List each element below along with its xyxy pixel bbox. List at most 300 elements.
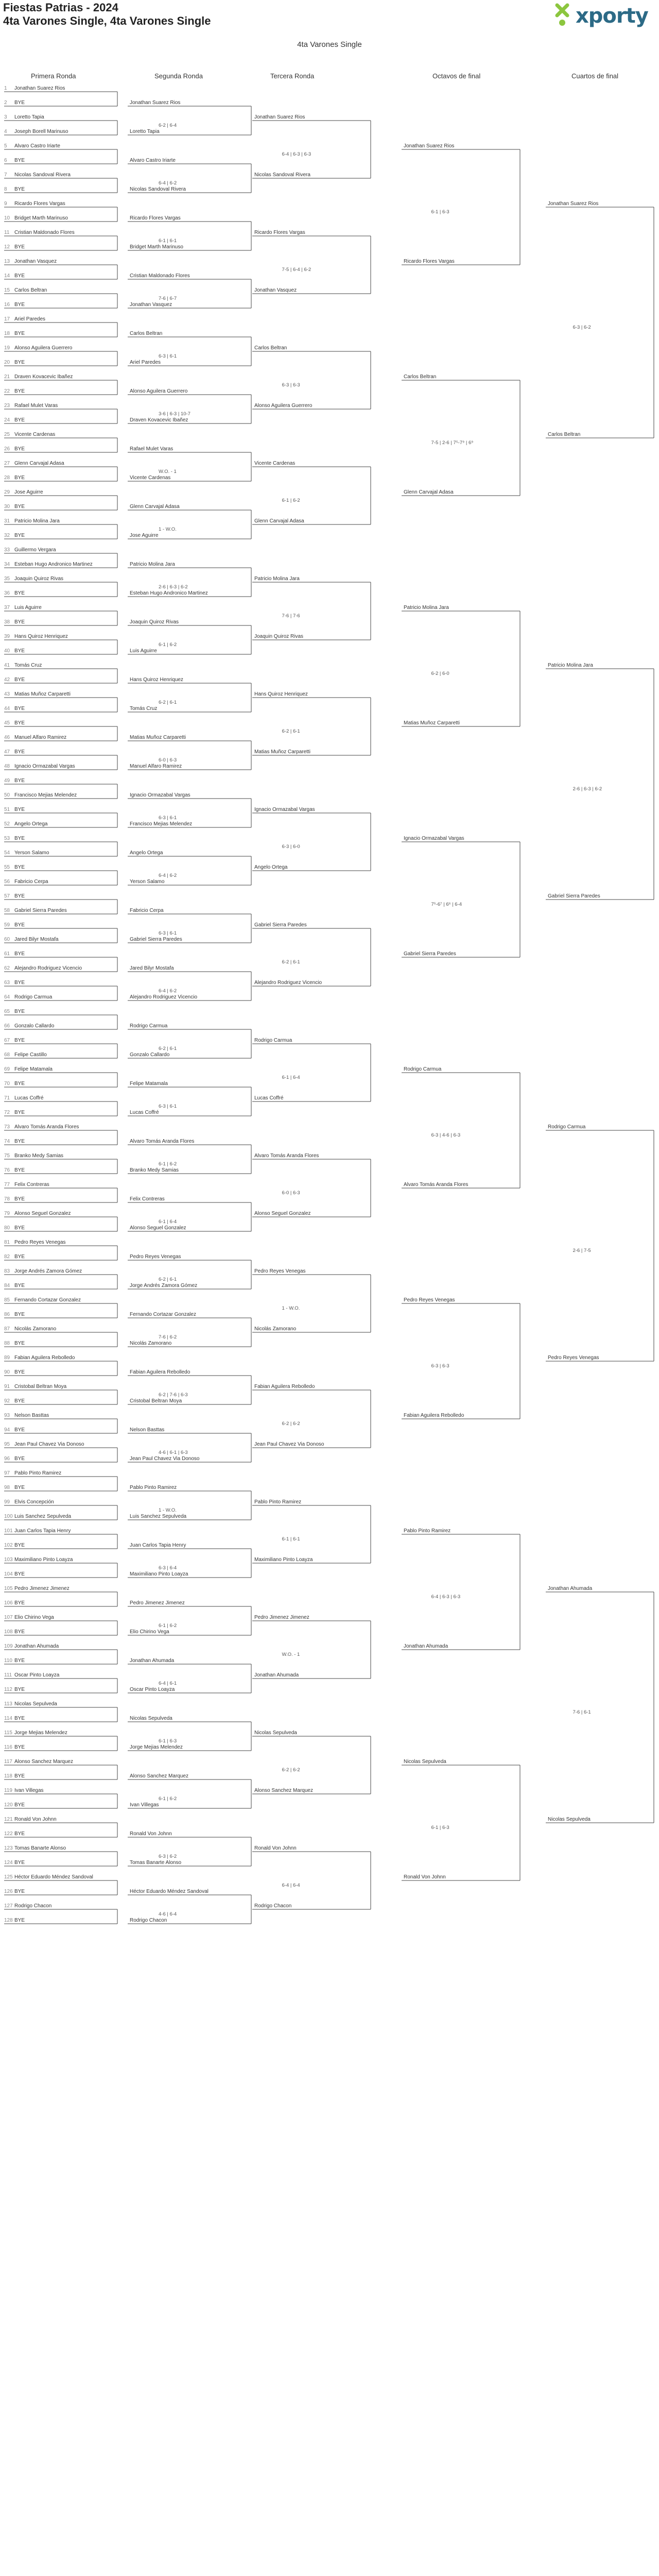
seed-number: 67: [4, 1038, 10, 1043]
first-round-player[interactable]: BYE: [14, 187, 25, 192]
first-round-player[interactable]: Gabriel Sierra Paredes: [14, 908, 67, 913]
first-round-player[interactable]: BYE: [14, 648, 25, 654]
second-round-player[interactable]: Luis Aguirre: [130, 648, 157, 654]
first-round-player[interactable]: BYE: [14, 331, 25, 336]
octavos-player[interactable]: Jonathan Ahumada: [404, 1643, 448, 1649]
cuartos-player[interactable]: Jonathan Suarez Rios: [548, 201, 599, 207]
second-round-player[interactable]: Alvaro Tomás Aranda Flores: [130, 1139, 195, 1144]
first-round-player[interactable]: BYE: [14, 1341, 25, 1346]
second-round-player[interactable]: Vicente Cardenas: [130, 475, 171, 481]
second-round-player[interactable]: Ivan Villegas: [130, 1802, 159, 1808]
first-round-player[interactable]: BYE: [14, 1571, 25, 1577]
second-round-player[interactable]: Glenn Carvajal Adasa: [130, 504, 180, 510]
cuartos-player[interactable]: Rodrigo Carmua: [548, 1124, 586, 1130]
second-round-player[interactable]: Matias Muñoz Carparetti: [130, 735, 186, 740]
first-round-player[interactable]: Elio Chirino Vega: [14, 1615, 54, 1620]
second-round-player[interactable]: Tomas Banarte Alonso: [130, 1860, 182, 1866]
third-round-player[interactable]: Hans Quiroz Henriquez: [254, 691, 308, 697]
first-round-player[interactable]: BYE: [14, 1889, 25, 1894]
second-round-player[interactable]: Jonathan Ahumada: [130, 1658, 175, 1664]
third-round-player[interactable]: Pablo Pinto Ramirez: [254, 1499, 302, 1505]
octavos-player[interactable]: Alvaro Tomás Aranda Flores: [404, 1182, 469, 1188]
first-round-player[interactable]: Yerson Salamo: [14, 850, 49, 856]
second-round-player[interactable]: Esteban Hugo Andronico Martinez: [130, 590, 208, 596]
third-round-player[interactable]: Alejandro Rodriguez Vicencio: [254, 980, 322, 986]
match-score: 1 - W.O.: [159, 1507, 177, 1513]
first-round-player[interactable]: BYE: [14, 1312, 25, 1317]
match-score: 6-0 | 6-3: [282, 1190, 300, 1196]
first-round-player[interactable]: Alvaro Tomás Aranda Flores: [14, 1124, 79, 1130]
first-round-player[interactable]: Bridget Marth Marinuso: [14, 215, 68, 221]
third-round-player[interactable]: Vicente Cardenas: [254, 461, 296, 466]
first-round-player[interactable]: BYE: [14, 1629, 25, 1635]
third-round-player[interactable]: Ronald Von Johnn: [254, 1845, 297, 1851]
second-round-player[interactable]: Pablo Pinto Ramirez: [130, 1485, 177, 1490]
second-round-player[interactable]: Héctor Eduardo Méndez Sandoval: [130, 1889, 209, 1894]
seed-number: 88: [4, 1341, 10, 1346]
second-round-player[interactable]: Jean Paul Chavez Via Donoso: [130, 1456, 200, 1462]
second-round-player[interactable]: Jose Aguirre: [130, 533, 159, 538]
first-round-player[interactable]: Glenn Carvajal Adasa: [14, 461, 64, 466]
second-round-player[interactable]: Alonso Seguel Gonzalez: [130, 1225, 186, 1231]
second-round-player[interactable]: Lucas Coffré: [130, 1110, 159, 1115]
third-round-player[interactable]: Carlos Beltran: [254, 345, 287, 351]
first-round-player[interactable]: BYE: [14, 865, 25, 870]
third-round-player[interactable]: Jonathan Vasquez: [254, 287, 297, 293]
octavos-player[interactable]: Ignacio Ormazabal Vargas: [404, 836, 464, 841]
third-round-player[interactable]: Nicolas Sepulveda: [254, 1730, 297, 1736]
first-round-player[interactable]: Hans Quiroz Henriquez: [14, 634, 68, 639]
first-round-player[interactable]: Felipe Castillo: [14, 1052, 47, 1058]
third-round-player[interactable]: Rodrigo Chacon: [254, 1903, 292, 1909]
third-round-player[interactable]: Gabriel Sierra Paredes: [254, 922, 307, 928]
first-round-player[interactable]: BYE: [14, 273, 25, 279]
first-round-player[interactable]: BYE: [14, 720, 25, 726]
second-round-player[interactable]: Luis Sanchez Sepulveda: [130, 1514, 187, 1519]
third-round-player[interactable]: Nicolas Sandoval Rivera: [254, 172, 310, 178]
first-round-player[interactable]: Nelson Basttas: [14, 1413, 49, 1418]
first-round-player[interactable]: Rodrigo Chacon: [14, 1903, 52, 1909]
octavos-player[interactable]: Rodrigo Carmua: [404, 1066, 442, 1072]
seed-number: 126: [4, 1889, 13, 1894]
first-round-player[interactable]: BYE: [14, 475, 25, 481]
second-round-player[interactable]: Tomás Cruz: [130, 706, 158, 711]
match-score: 6-2 | 6-1: [282, 959, 300, 965]
first-round-player[interactable]: Maximiliano Pinto Loayza: [14, 1557, 73, 1563]
first-round-player[interactable]: BYE: [14, 1802, 25, 1808]
seed-number: 58: [4, 908, 10, 913]
second-round-player[interactable]: Nicolás Zamorano: [130, 1341, 172, 1346]
second-round-player[interactable]: Bridget Marth Marinuso: [130, 244, 183, 250]
seed-number: 48: [4, 764, 10, 769]
match-score: W.O. - 1: [159, 469, 177, 474]
first-round-player[interactable]: Matias Muñoz Carparetti: [14, 691, 71, 697]
seed-number: 63: [4, 980, 10, 986]
first-round-player[interactable]: BYE: [14, 1543, 25, 1548]
first-round-player[interactable]: Angelo Ortega: [14, 821, 48, 827]
third-round-player[interactable]: Glenn Carvajal Adasa: [254, 518, 304, 524]
seed-number: 55: [4, 865, 10, 870]
second-round-player[interactable]: Rafael Mulet Varas: [130, 446, 174, 452]
match-score: 3-6 | 6-3 | 10-7: [159, 411, 190, 417]
first-round-player[interactable]: BYE: [14, 417, 25, 423]
match-score: 6-1 | 6-2: [159, 1796, 177, 1802]
third-round-player[interactable]: Jonathan Suarez Rios: [254, 114, 305, 120]
first-round-player[interactable]: Fernando Cortazar Gonzalez: [14, 1297, 81, 1303]
seed-number: 105: [4, 1586, 13, 1591]
second-round-player[interactable]: Alonso Aguilera Guerrero: [130, 388, 188, 394]
first-round-player[interactable]: Jonathan Suarez Rios: [14, 86, 65, 91]
match-score: 6-3 | 6-2: [573, 325, 591, 330]
second-round-player[interactable]: Juan Carlos Tapia Henry: [130, 1543, 186, 1548]
second-round-player[interactable]: Fabricio Cerpa: [130, 908, 164, 913]
first-round-player[interactable]: Fabricio Cerpa: [14, 879, 48, 885]
octavos-player[interactable]: Gabriel Sierra Paredes: [404, 951, 456, 957]
first-round-player[interactable]: Draven Kovacevic Ibañez: [14, 374, 73, 380]
third-round-player[interactable]: Pedro Jimenez Jimenez: [254, 1615, 309, 1620]
first-round-player[interactable]: Pedro Jimenez Jimenez: [14, 1586, 70, 1591]
first-round-player[interactable]: BYE: [14, 1254, 25, 1260]
first-round-player[interactable]: Ariel Paredes: [14, 316, 46, 322]
third-round-player[interactable]: Patricio Molina Jara: [254, 576, 300, 582]
first-round-player[interactable]: Alonso Aguilera Guerrero: [14, 345, 73, 351]
first-round-player[interactable]: Carlos Beltran: [14, 287, 47, 293]
third-round-player[interactable]: Alonso Aguilera Guerrero: [254, 403, 313, 409]
octavos-player[interactable]: Patricio Molina Jara: [404, 605, 449, 611]
first-round-player[interactable]: Jared Bilyr Mostafa: [14, 937, 59, 942]
first-round-player[interactable]: Alejandro Rodriguez Vicencio: [14, 965, 82, 971]
first-round-player[interactable]: BYE: [14, 504, 25, 510]
second-round-player[interactable]: Felipe Matamala: [130, 1081, 168, 1087]
third-round-player[interactable]: Jonathan Ahumada: [254, 1672, 299, 1678]
second-round-player[interactable]: Carlos Beltran: [130, 331, 163, 336]
cuartos-player[interactable]: Carlos Beltran: [548, 432, 581, 437]
first-round-player[interactable]: Elvis Concepción: [14, 1499, 54, 1505]
first-round-player[interactable]: Tomás Cruz: [14, 663, 42, 668]
second-round-player[interactable]: Loretto Tapia: [130, 129, 160, 134]
second-round-player[interactable]: Pedro Jimenez Jimenez: [130, 1600, 185, 1606]
second-round-player[interactable]: Cristian Maldonado Flores: [130, 273, 190, 279]
first-round-player[interactable]: Juan Carlos Tapia Henry: [14, 1528, 71, 1534]
seed-number: 107: [4, 1615, 13, 1620]
third-round-player[interactable]: Pedro Reyes Venegas: [254, 1268, 306, 1274]
octavos-player[interactable]: Carlos Beltran: [404, 374, 437, 380]
seed-number: 13: [4, 259, 10, 264]
second-round-player[interactable]: Patricio Molina Jara: [130, 562, 175, 567]
first-round-player[interactable]: BYE: [14, 1456, 25, 1462]
second-round-player[interactable]: Manuel Alfaro Ramirez: [130, 764, 182, 769]
match-score: 7-5 | 2-6 | 7⁵-7⁹ | 6⁹: [431, 440, 474, 446]
first-round-player[interactable]: BYE: [14, 619, 25, 625]
first-round-player[interactable]: Cristian Maldonado Flores: [14, 230, 75, 235]
first-round-player[interactable]: Nicolás Zamorano: [14, 1326, 57, 1332]
seed-number: 99: [4, 1499, 10, 1505]
second-round-player[interactable]: Felix Contreras: [130, 1196, 165, 1202]
second-round-player[interactable]: Rodrigo Carmua: [130, 1023, 168, 1029]
third-round-player[interactable]: Joaquin Quiroz Rivas: [254, 634, 304, 639]
first-round-player[interactable]: Oscar Pinto Loayza: [14, 1672, 60, 1678]
first-round-player[interactable]: BYE: [14, 706, 25, 711]
draw-title: 4ta Varones Single: [297, 40, 362, 49]
seed-number: 24: [4, 417, 10, 423]
third-round-player[interactable]: Jean Paul Chavez Via Donoso: [254, 1442, 324, 1447]
seed-number: 64: [4, 994, 10, 1000]
cuartos-player[interactable]: Pedro Reyes Venegas: [548, 1355, 599, 1361]
seed-number: 14: [4, 273, 10, 279]
second-round-player[interactable]: Nicolas Sandoval Rivera: [130, 187, 186, 192]
first-round-player[interactable]: Nicolas Sepulveda: [14, 1701, 57, 1707]
second-round-player[interactable]: Cristobal Beltran Moya: [130, 1398, 182, 1404]
first-round-player[interactable]: Jorge Mejias Melendez: [14, 1730, 67, 1736]
first-round-player[interactable]: Ivan Villegas: [14, 1788, 44, 1793]
first-round-player[interactable]: Joaquin Quiroz Rivas: [14, 576, 64, 582]
third-round-player[interactable]: Nicolás Zamorano: [254, 1326, 297, 1332]
second-round-player[interactable]: Alejandro Rodriguez Vicencio: [130, 994, 198, 1000]
match-score: 6-3 | 6-3: [431, 1363, 449, 1369]
seed-number: 112: [4, 1687, 12, 1692]
octavos-player[interactable]: Ronald Von Johnn: [404, 1874, 446, 1880]
second-round-player[interactable]: Gabriel Sierra Paredes: [130, 937, 182, 942]
first-round-player[interactable]: Héctor Eduardo Méndez Sandoval: [14, 1874, 93, 1880]
first-round-player[interactable]: Felix Contreras: [14, 1182, 49, 1188]
seed-number: 17: [4, 316, 10, 322]
first-round-player[interactable]: BYE: [14, 1139, 25, 1144]
first-round-player[interactable]: Guillermo Vergara: [14, 547, 56, 553]
match-score: 4-6 | 6-1 | 6-3: [159, 1450, 188, 1455]
match-score: 6-3 | 6-1: [159, 1104, 177, 1109]
second-round-player[interactable]: Fernando Cortazar Gonzalez: [130, 1312, 196, 1317]
third-round-player[interactable]: Alvaro Tomás Aranda Flores: [254, 1153, 319, 1159]
first-round-player[interactable]: BYE: [14, 1773, 25, 1779]
match-score: 6-2 | 7-6 | 6-3: [159, 1392, 188, 1398]
match-score: 6-4 | 6-1: [159, 1681, 177, 1686]
first-round-player[interactable]: Alonso Seguel Gonzalez: [14, 1211, 71, 1216]
second-round-player[interactable]: Ronald Von Johnn: [130, 1831, 172, 1837]
second-round-player[interactable]: Ariel Paredes: [130, 360, 161, 365]
third-round-player[interactable]: Ignacio Ormazabal Vargas: [254, 807, 315, 812]
octavos-player[interactable]: Jonathan Suarez Rios: [404, 143, 455, 149]
first-round-player[interactable]: BYE: [14, 1196, 25, 1202]
second-round-player[interactable]: Yerson Salamo: [130, 879, 165, 885]
third-round-player[interactable]: Ricardo Flores Vargas: [254, 230, 305, 235]
seed-number: 80: [4, 1225, 10, 1231]
first-round-player[interactable]: Luis Aguirre: [14, 605, 42, 611]
match-score: 1 - W.O.: [159, 527, 177, 532]
first-round-player[interactable]: BYE: [14, 1009, 25, 1014]
second-round-player[interactable]: Jorge Andrés Zamora Gómez: [130, 1283, 198, 1289]
first-round-player[interactable]: Jonathan Ahumada: [14, 1643, 59, 1649]
match-score: 2-6 | 7-5: [573, 1248, 591, 1253]
second-round-player[interactable]: Hans Quiroz Henriquez: [130, 677, 183, 683]
first-round-player[interactable]: BYE: [14, 749, 25, 755]
second-round-player[interactable]: Nelson Basttas: [130, 1427, 165, 1433]
second-round-player[interactable]: Alonso Sanchez Marquez: [130, 1773, 188, 1779]
cuartos-player[interactable]: Gabriel Sierra Paredes: [548, 893, 600, 899]
match-score: 7-6 | 6-2: [159, 1334, 177, 1340]
first-round-player[interactable]: Nicolas Sandoval Rivera: [14, 172, 71, 178]
first-round-player[interactable]: BYE: [14, 1167, 25, 1173]
first-round-player[interactable]: BYE: [14, 1038, 25, 1043]
first-round-player[interactable]: BYE: [14, 302, 25, 308]
octavos-player[interactable]: Nicolas Sepulveda: [404, 1759, 446, 1765]
first-round-player[interactable]: BYE: [14, 922, 25, 928]
octavos-player[interactable]: Ricardo Flores Vargas: [404, 259, 455, 264]
first-round-player[interactable]: Jonathan Vasquez: [14, 259, 57, 264]
first-round-player[interactable]: BYE: [14, 158, 25, 163]
first-round-player[interactable]: Ronald Von Johnn: [14, 1817, 57, 1822]
first-round-player[interactable]: Jorge Andrés Zamora Gómez: [14, 1268, 82, 1274]
seed-number: 74: [4, 1139, 10, 1144]
seed-number: 93: [4, 1413, 10, 1418]
first-round-player[interactable]: BYE: [14, 1110, 25, 1115]
second-round-player[interactable]: Nicolas Sepulveda: [130, 1716, 172, 1721]
first-round-player[interactable]: BYE: [14, 1398, 25, 1404]
first-round-player[interactable]: BYE: [14, 244, 25, 250]
first-round-player[interactable]: Ignacio Ormazabal Vargas: [14, 764, 75, 769]
first-round-player[interactable]: BYE: [14, 1918, 25, 1923]
third-round-player[interactable]: Matias Muñoz Carparetti: [254, 749, 310, 755]
first-round-player[interactable]: BYE: [14, 100, 25, 106]
column-header-1: Primera Ronda: [31, 72, 76, 80]
octavos-player[interactable]: Fabian Aguilera Rebolledo: [404, 1413, 464, 1418]
octavos-player[interactable]: Glenn Carvajal Adasa: [404, 489, 454, 495]
third-round-player[interactable]: Rodrigo Carmua: [254, 1038, 292, 1043]
seed-number: 128: [4, 1918, 13, 1923]
second-round-player[interactable]: Maximiliano Pinto Loayza: [130, 1571, 188, 1577]
first-round-player[interactable]: Manuel Alfaro Ramirez: [14, 735, 67, 740]
first-round-player[interactable]: Patricio Molina Jara: [14, 518, 60, 524]
first-round-player[interactable]: Ricardo Flores Vargas: [14, 201, 65, 207]
first-round-player[interactable]: BYE: [14, 1485, 25, 1490]
second-round-player[interactable]: Oscar Pinto Loayza: [130, 1687, 175, 1692]
octavos-player[interactable]: Pedro Reyes Venegas: [404, 1297, 455, 1303]
seed-number: 6: [4, 158, 7, 163]
first-round-player[interactable]: Vicente Cardenas: [14, 432, 56, 437]
first-round-player[interactable]: BYE: [14, 1369, 25, 1375]
first-round-player[interactable]: Pablo Pinto Ramirez: [14, 1470, 62, 1476]
first-round-player[interactable]: BYE: [14, 1831, 25, 1837]
first-round-player[interactable]: BYE: [14, 533, 25, 538]
second-round-player[interactable]: Fabian Aguilera Rebolledo: [130, 1369, 190, 1375]
first-round-player[interactable]: Alvaro Castro Iriarte: [14, 143, 60, 149]
first-round-player[interactable]: Felipe Matamala: [14, 1066, 53, 1072]
first-round-player[interactable]: Loretto Tapia: [14, 114, 44, 120]
first-round-player[interactable]: BYE: [14, 1600, 25, 1606]
first-round-player[interactable]: BYE: [14, 590, 25, 596]
third-round-player[interactable]: Maximiliano Pinto Loayza: [254, 1557, 313, 1563]
third-round-player[interactable]: Alonso Seguel Gonzalez: [254, 1211, 311, 1216]
first-round-player[interactable]: BYE: [14, 951, 25, 957]
seed-number: 57: [4, 893, 10, 899]
first-round-player[interactable]: Rafael Mulet Varas: [14, 403, 58, 409]
seed-number: 116: [4, 1744, 12, 1750]
first-round-player[interactable]: BYE: [14, 388, 25, 394]
seed-number: 43: [4, 691, 10, 697]
second-round-player[interactable]: Pedro Reyes Venegas: [130, 1254, 181, 1260]
cuartos-player[interactable]: Nicolas Sepulveda: [548, 1817, 591, 1822]
second-round-player[interactable]: Angelo Ortega: [130, 850, 163, 856]
seed-number: 22: [4, 388, 10, 394]
first-round-player[interactable]: BYE: [14, 1687, 25, 1692]
first-round-player[interactable]: Francisco Mejias Melendez: [14, 792, 77, 798]
second-round-player[interactable]: Rodrigo Chacon: [130, 1918, 167, 1923]
first-round-player[interactable]: BYE: [14, 1860, 25, 1866]
first-round-player[interactable]: BYE: [14, 677, 25, 683]
match-score: 4-6 | 6-4: [159, 1911, 177, 1917]
match-score: 6-1 | 6-3: [431, 1825, 449, 1831]
first-round-player[interactable]: Branko Medy Samias: [14, 1153, 64, 1159]
match-score: 6-4 | 6-2: [159, 180, 177, 186]
first-round-player[interactable]: BYE: [14, 980, 25, 986]
first-round-player[interactable]: Gonzalo Callardo: [14, 1023, 55, 1029]
second-round-player[interactable]: Francisco Mejias Melendez: [130, 821, 193, 827]
first-round-player[interactable]: BYE: [14, 1658, 25, 1664]
first-round-player[interactable]: Esteban Hugo Andronico Martinez: [14, 562, 93, 567]
first-round-player[interactable]: Rodrigo Carmua: [14, 994, 53, 1000]
match-score: 6-1 | 6-4: [282, 1075, 300, 1080]
third-round-player[interactable]: Fabian Aguilera Rebolledo: [254, 1384, 315, 1389]
first-round-player[interactable]: Jean Paul Chavez Via Donoso: [14, 1442, 84, 1447]
octavos-player[interactable]: Matias Muñoz Carparetti: [404, 720, 460, 726]
cuartos-player[interactable]: Jonathan Ahumada: [548, 1586, 593, 1591]
second-round-player[interactable]: Jared Bilyr Mostafa: [130, 965, 174, 971]
second-round-player[interactable]: Ignacio Ormazabal Vargas: [130, 792, 190, 798]
first-round-player[interactable]: BYE: [14, 1716, 25, 1721]
second-round-player[interactable]: Jorge Mejias Melendez: [130, 1744, 183, 1750]
first-round-player[interactable]: BYE: [14, 807, 25, 812]
cuartos-player[interactable]: Patricio Molina Jara: [548, 663, 593, 668]
third-round-player[interactable]: Angelo Ortega: [254, 865, 288, 870]
second-round-player[interactable]: Jonathan Suarez Rios: [130, 100, 181, 106]
first-round-player[interactable]: BYE: [14, 446, 25, 452]
third-round-player[interactable]: Lucas Coffré: [254, 1095, 284, 1101]
first-round-player[interactable]: Pedro Reyes Venegas: [14, 1240, 66, 1245]
first-round-player[interactable]: BYE: [14, 1427, 25, 1433]
first-round-player[interactable]: BYE: [14, 1225, 25, 1231]
third-round-player[interactable]: Alonso Sanchez Marquez: [254, 1788, 313, 1793]
second-round-player[interactable]: Draven Kovacevic Ibañez: [130, 417, 188, 423]
first-round-player[interactable]: BYE: [14, 360, 25, 365]
second-round-player[interactable]: Alvaro Castro Iriarte: [130, 158, 176, 163]
second-round-player[interactable]: Gonzalo Callardo: [130, 1052, 170, 1058]
octavos-player[interactable]: Pablo Pinto Ramirez: [404, 1528, 451, 1534]
seed-number: 121: [4, 1817, 13, 1822]
second-round-player[interactable]: Jonathan Vasquez: [130, 302, 172, 308]
first-round-player[interactable]: BYE: [14, 778, 25, 784]
first-round-player[interactable]: BYE: [14, 893, 25, 899]
second-round-player[interactable]: Branko Medy Samias: [130, 1167, 179, 1173]
first-round-player[interactable]: BYE: [14, 1081, 25, 1087]
first-round-player[interactable]: Joseph Borell Marinuso: [14, 129, 68, 134]
first-round-player[interactable]: Luis Sanchez Sepulveda: [14, 1514, 72, 1519]
first-round-player[interactable]: BYE: [14, 836, 25, 841]
seed-number: 83: [4, 1268, 10, 1274]
first-round-player[interactable]: Jose Aguirre: [14, 489, 43, 495]
seed-number: 70: [4, 1081, 10, 1087]
first-round-player[interactable]: BYE: [14, 1283, 25, 1289]
seed-number: 61: [4, 951, 10, 957]
first-round-player[interactable]: Alonso Sanchez Marquez: [14, 1759, 73, 1765]
first-round-player[interactable]: Cristobal Beltran Moya: [14, 1384, 67, 1389]
first-round-player[interactable]: BYE: [14, 1744, 25, 1750]
second-round-player[interactable]: Elio Chirino Vega: [130, 1629, 169, 1635]
second-round-player[interactable]: Joaquin Quiroz Rivas: [130, 619, 179, 625]
first-round-player[interactable]: Fabian Aguilera Rebolledo: [14, 1355, 75, 1361]
second-round-player[interactable]: Ricardo Flores Vargas: [130, 215, 181, 221]
first-round-player[interactable]: Tomas Banarte Alonso: [14, 1845, 66, 1851]
seed-number: 60: [4, 937, 10, 942]
first-round-player[interactable]: Lucas Coffré: [14, 1095, 44, 1101]
